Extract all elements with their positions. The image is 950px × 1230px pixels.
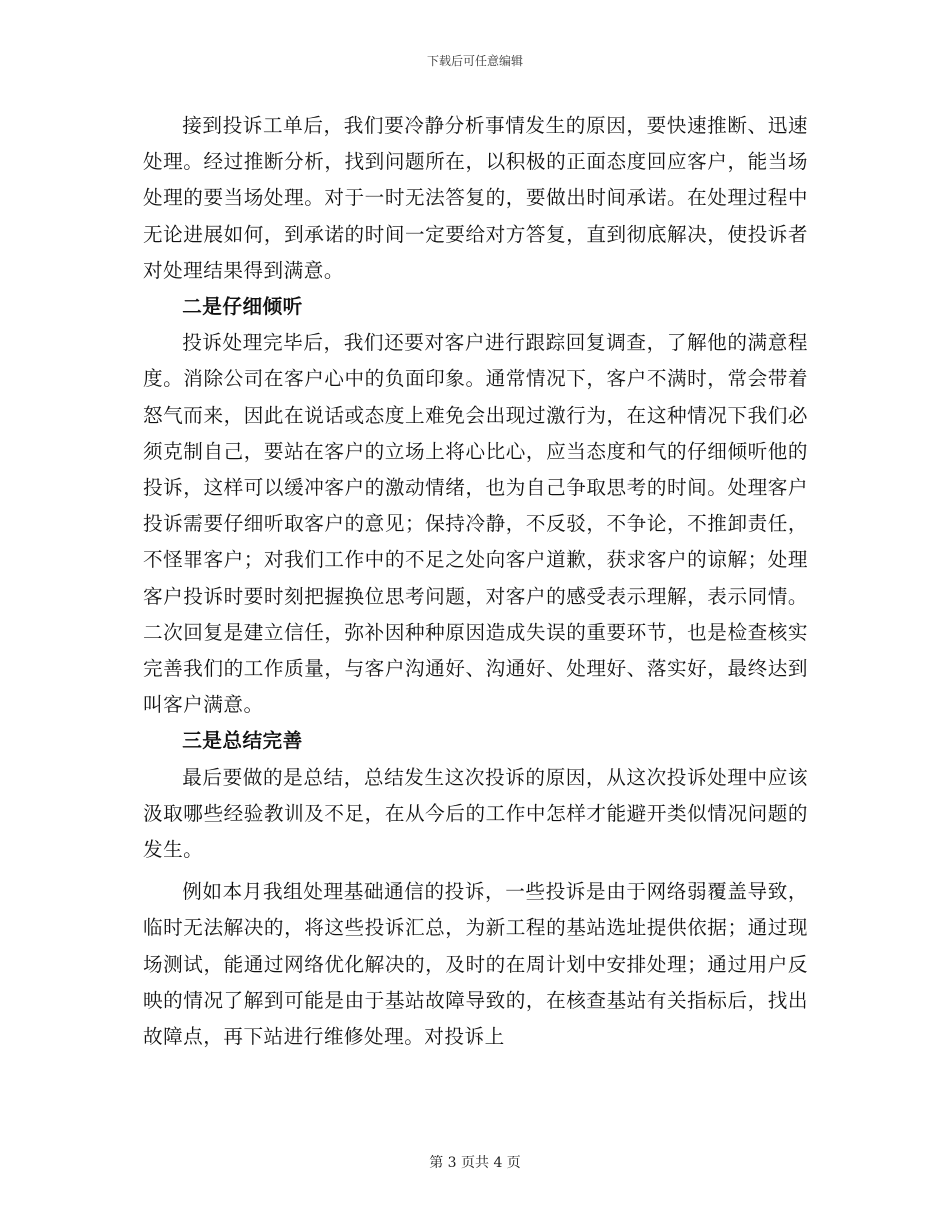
header-note: 下载后可任意编辑: [426, 54, 523, 68]
paragraph-complaint-handling: 接到投诉工单后，我们要冷静分析事情发生的原因，要快速推断、迅速处理。经过推断分析，找到问题所在，以积极的正面态度回应客户，能当场处理的要当场处理。对于一时无法答复的，要做出时间承诺。在处理过程中无论进展如何，到承诺的时间一定要给对方答复，直到彻底解决，使投诉者对处理结果得到满意。: [143, 114, 808, 282]
paragraph-example: 例如本月我组处理基础通信的投诉，一些投诉是由于网络弱覆盖导致，临时无法解决的，将这些投诉汇总，为新工程的基站选址提供依据；通过现场测试，能通过网络优化解决的，及时的在周计划中安排处理；通过用户反映的情况了解到可能是由于基站故障导致的，在核查基站有关指标后，找出故障点，再下站进行维修处理。对投诉上: [143, 880, 808, 1049]
paragraph-listen: 投诉处理完毕后，我们还要对客户进行跟踪回复调查，了解他的满意程度。消除公司在客户心中的负面印象。通常情况下，客户不满时，常会带着怒气而来，因此在说话或态度上难免会出现过激行为，在这种情况下我们必须克制自己，要站在客户的立场上将心比心，应当态度和气的仔细倾听他的投诉，这样可以缓冲客户的激动情绪，也为自己争取思考的时间。处理客户投诉需要仔细听取客户的意见；保持冷静，不反驳，不争论，不推卸责任，不怪罪客户；对我们工作中的不足之处向客户道歉，获求客户的谅解；处理客户投诉时要时刻把握换位思考问题，对客户的感受表示理解，表示同情。二次回复是建立信任，弥补因种种原因造成失误的重要环节，也是检查核实完善我们的工作质量，与客户沟通好、沟通好、处理好、落实好，最终达到叫客户满意。: [143, 331, 808, 717]
page-header: [0, 53, 950, 69]
paragraph-summary: 最后要做的是总结，总结发生这次投诉的原因，从这次投诉处理中应该汲取哪些经验教训及不足，在从今后的工作中怎样才能避开类似情况问题的发生。: [143, 765, 808, 862]
document-body: [143, 108, 808, 1055]
page-number: 第 3 页共 4 页: [429, 1155, 521, 1171]
page-footer: [0, 1154, 950, 1172]
section-heading-listen: 二是仔细倾听: [182, 295, 303, 319]
section-heading-summary: 三是总结完善: [182, 729, 303, 753]
